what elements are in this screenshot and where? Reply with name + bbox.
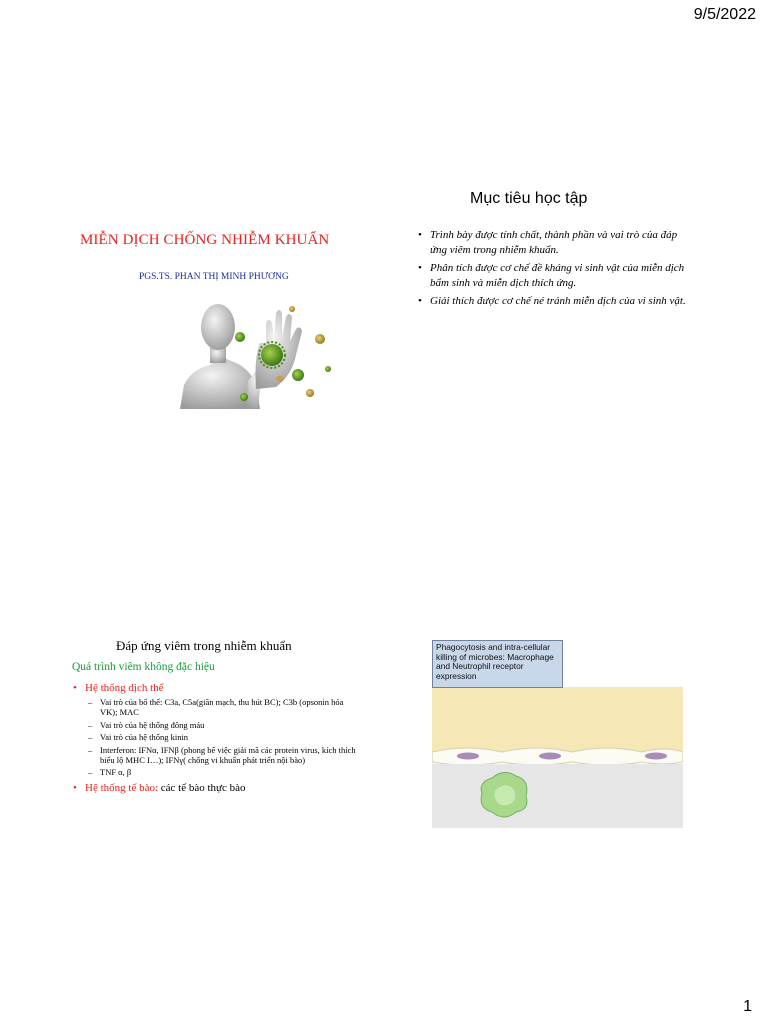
humoral-sublist [85, 697, 362, 778]
slide1-author: PGS.TS. PHAN THỊ MINH PHƯƠNG [139, 272, 289, 282]
cellular-system-text: các tế bào thực bào [158, 781, 246, 794]
humoral-subitem: – Interferon: IFNα, IFNβ (phong bế việc giải mã các protein virus, kích thích biểu lộ MHC I…); IFNγ( chống vi khuẩn phát triển nội bào) [85, 745, 362, 766]
humoral-system-label: Hệ thống dịch thể [85, 682, 164, 694]
phagocytosis-caption: Phagocytosis and intra-cellular killing of microbes: Macrophage and Neutrophil receptor expression [432, 640, 563, 688]
slide3-title: Đáp ứng viêm trong nhiễm khuẩn [116, 638, 292, 653]
inflammation-list [72, 681, 362, 795]
macrophage-cell-icon [481, 772, 527, 817]
slide3-subtitle: Quá trình viêm không đặc hiệu [72, 661, 215, 673]
humoral-system-item [72, 681, 362, 778]
page-number: 1 [743, 998, 752, 1015]
slide1-illustration [180, 293, 340, 409]
cellular-system-item [72, 781, 362, 795]
objective-item: • Trình bày được tính chất, thành phần và vai trò của đáp ứng viêm trong nhiễm khuẩn. [418, 228, 690, 257]
objective-item: • Phân tích được cơ chế đề kháng vi sinh vật của miễn dịch bẩm sinh và miễn dịch thích ứng. [418, 261, 690, 290]
humoral-subitem: – Vai trò của bổ thể: C3a, C5a(giãn mạch, thu hút BC); C3b (opsonin hóa VK); MAC [85, 697, 362, 718]
print-date: 9/5/2022 [693, 6, 756, 23]
objective-item: • Giải thích được cơ chế né tránh miễn dịch của vi sinh vật. [418, 294, 690, 309]
humoral-subitem: – TNF α, β [85, 767, 362, 777]
cellular-system-label: Hệ thống tế bào: [85, 781, 159, 794]
human-figure-icon [180, 304, 302, 409]
humoral-subitem: – Vai trò của hệ thống đông máu [85, 720, 362, 730]
slide2-title: Mục tiêu học tập [470, 190, 588, 207]
humoral-subitem: – Vai trò của hệ thống kinin [85, 732, 362, 742]
objectives-list [418, 228, 690, 313]
slide1-title: MIỄN DỊCH CHỐNG NHIỄM KHUẨN [80, 232, 330, 248]
